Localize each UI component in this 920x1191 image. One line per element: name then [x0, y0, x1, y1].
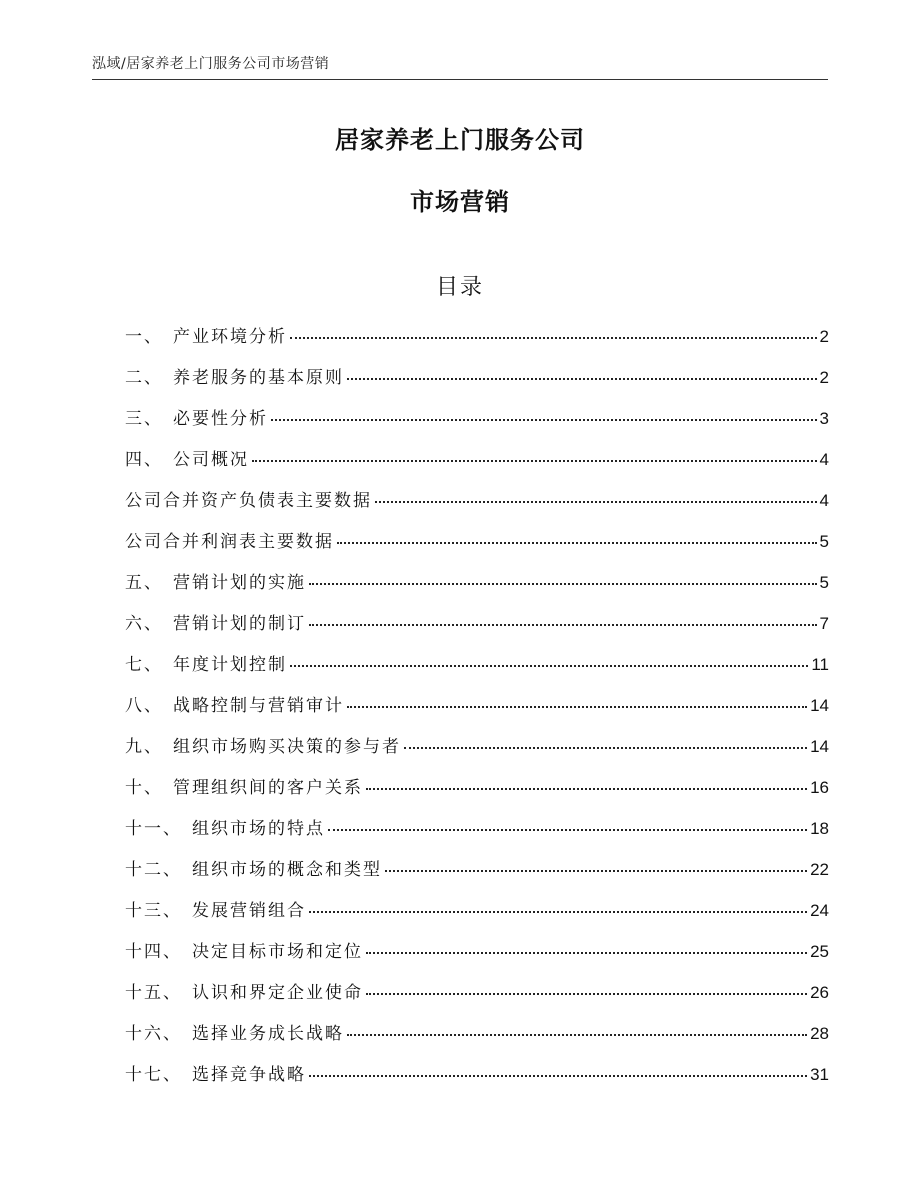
- toc-leader-dots: [309, 1075, 807, 1077]
- toc-page-number: 18: [810, 819, 829, 838]
- toc-page-number: 28: [810, 1024, 829, 1043]
- document-title: 居家养老上门服务公司: [335, 126, 585, 154]
- toc-entry[interactable]: [125, 1019, 829, 1060]
- toc-entry-label: [125, 404, 268, 429]
- toc-leader-dots: [347, 378, 817, 380]
- toc-leader-dots: [309, 583, 817, 585]
- toc-entry[interactable]: [125, 773, 829, 814]
- toc-entry-number: 四、: [125, 450, 163, 470]
- toc-entry-label: [125, 486, 372, 511]
- toc-page-number: 25: [810, 942, 829, 961]
- toc-leader-dots: [309, 624, 817, 626]
- toc-entry-text: 年度计划控制: [173, 655, 287, 675]
- toc-entry[interactable]: [125, 1060, 829, 1101]
- toc-entry-text: 营销计划的实施: [173, 573, 306, 593]
- toc-entry-text: 营销计划的制订: [173, 614, 306, 634]
- toc-entry[interactable]: [125, 978, 829, 1019]
- toc-leader-dots: [366, 952, 807, 954]
- toc-entry-text: 认识和界定企业使命: [192, 983, 363, 1003]
- toc-entry-number: 六、: [125, 614, 163, 634]
- toc-entry-text: 发展营销组合: [192, 901, 306, 921]
- toc-entry-label: [125, 445, 249, 470]
- toc-entry-number: 十七、: [125, 1065, 182, 1085]
- toc-entry-text: 管理组织间的客户关系: [173, 778, 363, 798]
- toc-entry-number: 十三、: [125, 901, 182, 921]
- toc-page-number: 5: [819, 573, 829, 592]
- toc-entry-text: 组织市场的特点: [192, 819, 325, 839]
- toc-page-number: 4: [819, 450, 829, 469]
- toc-leader-dots: [309, 911, 807, 913]
- toc-entry-label: [125, 896, 306, 921]
- toc-entry-label: [125, 691, 344, 716]
- toc-entry-number: 十、: [125, 778, 163, 798]
- toc-entry-label: [125, 609, 306, 634]
- toc-entry[interactable]: [125, 609, 829, 650]
- toc-entry-text: 组织市场的概念和类型: [192, 860, 382, 880]
- toc-entry[interactable]: [125, 527, 829, 568]
- document-subtitle: 市场营销: [410, 188, 510, 216]
- toc-leader-dots: [252, 460, 817, 462]
- toc-entry-label: [125, 363, 344, 388]
- toc-page-number: 31: [810, 1065, 829, 1084]
- toc-page-number: 22: [810, 860, 829, 879]
- toc-entry[interactable]: [125, 896, 829, 937]
- toc-leader-dots: [347, 706, 807, 708]
- toc-entry-text: 公司合并资产负债表主要数据: [125, 491, 372, 511]
- toc-page-number: 16: [810, 778, 829, 797]
- toc-entry-text: 决定目标市场和定位: [192, 942, 363, 962]
- toc-entry-number: 一、: [125, 327, 163, 347]
- toc-page-number: 7: [819, 614, 829, 633]
- table-of-contents: [125, 322, 829, 1101]
- toc-entry[interactable]: [125, 486, 829, 527]
- toc-page-number: 11: [811, 655, 829, 674]
- toc-page-number: 14: [810, 696, 829, 715]
- toc-leader-dots: [404, 747, 807, 749]
- toc-entry-label: [125, 1019, 344, 1044]
- toc-entry-text: 养老服务的基本原则: [173, 368, 344, 388]
- toc-entry-number: 十五、: [125, 983, 182, 1003]
- toc-entry-label: [125, 568, 306, 593]
- toc-page-number: 3: [819, 409, 829, 428]
- toc-entry-label: [125, 814, 325, 839]
- toc-page-number: 14: [810, 737, 829, 756]
- toc-page-number: 2: [819, 327, 829, 346]
- toc-page-number: 26: [810, 983, 829, 1002]
- toc-entry-label: [125, 937, 363, 962]
- toc-entry[interactable]: [125, 322, 829, 363]
- toc-entry-text: 选择业务成长战略: [192, 1024, 344, 1044]
- toc-leader-dots: [328, 829, 807, 831]
- toc-leader-dots: [271, 419, 817, 421]
- toc-leader-dots: [290, 665, 808, 667]
- toc-entry-text: 必要性分析: [173, 409, 268, 429]
- toc-entry[interactable]: [125, 691, 829, 732]
- toc-entry-number: 十六、: [125, 1024, 182, 1044]
- toc-entry[interactable]: [125, 855, 829, 896]
- toc-leader-dots: [366, 993, 807, 995]
- toc-heading: 目录: [435, 275, 484, 300]
- toc-leader-dots: [385, 870, 807, 872]
- toc-entry-label: [125, 732, 401, 757]
- toc-entry[interactable]: [125, 937, 829, 978]
- toc-entry[interactable]: [125, 650, 829, 691]
- toc-entry-label: [125, 650, 287, 675]
- page-header: 泓域/居家养老上门服务公司市场营销: [92, 53, 828, 80]
- toc-entry-text: 产业环境分析: [173, 327, 287, 347]
- toc-entry-number: 二、: [125, 368, 163, 388]
- toc-entry[interactable]: [125, 814, 829, 855]
- toc-entry-number: 十一、: [125, 819, 182, 839]
- toc-entry-label: [125, 322, 287, 347]
- toc-page-number: 4: [819, 491, 829, 510]
- toc-entry-text: 战略控制与营销审计: [173, 696, 344, 716]
- toc-page-number: 2: [819, 368, 829, 387]
- toc-entry[interactable]: [125, 568, 829, 609]
- toc-entry-label: [125, 978, 363, 1003]
- toc-entry-text: 组织市场购买决策的参与者: [173, 737, 401, 757]
- toc-leader-dots: [347, 1034, 807, 1036]
- toc-leader-dots: [290, 337, 817, 339]
- toc-entry-number: 八、: [125, 696, 163, 716]
- toc-entry-text: 公司合并利润表主要数据: [125, 532, 334, 552]
- toc-entry[interactable]: [125, 363, 829, 404]
- toc-leader-dots: [366, 788, 807, 790]
- toc-entry-number: 七、: [125, 655, 163, 675]
- toc-entry[interactable]: [125, 404, 829, 445]
- toc-entry-text: 选择竞争战略: [192, 1065, 306, 1085]
- toc-entry-number: 九、: [125, 737, 163, 757]
- toc-entry-number: 十二、: [125, 860, 182, 880]
- toc-entry-label: [125, 1060, 306, 1085]
- toc-entry-number: 十四、: [125, 942, 182, 962]
- toc-entry-label: [125, 527, 334, 552]
- toc-page-number: 5: [819, 532, 829, 551]
- toc-entry[interactable]: [125, 732, 829, 773]
- toc-entry-number: 三、: [125, 409, 163, 429]
- toc-leader-dots: [337, 542, 817, 544]
- toc-entry[interactable]: [125, 445, 829, 486]
- toc-page-number: 24: [810, 901, 829, 920]
- toc-entry-text: 公司概况: [173, 450, 249, 470]
- toc-entry-label: [125, 855, 382, 880]
- toc-leader-dots: [375, 501, 817, 503]
- toc-entry-number: 五、: [125, 573, 163, 593]
- toc-entry-label: [125, 773, 363, 798]
